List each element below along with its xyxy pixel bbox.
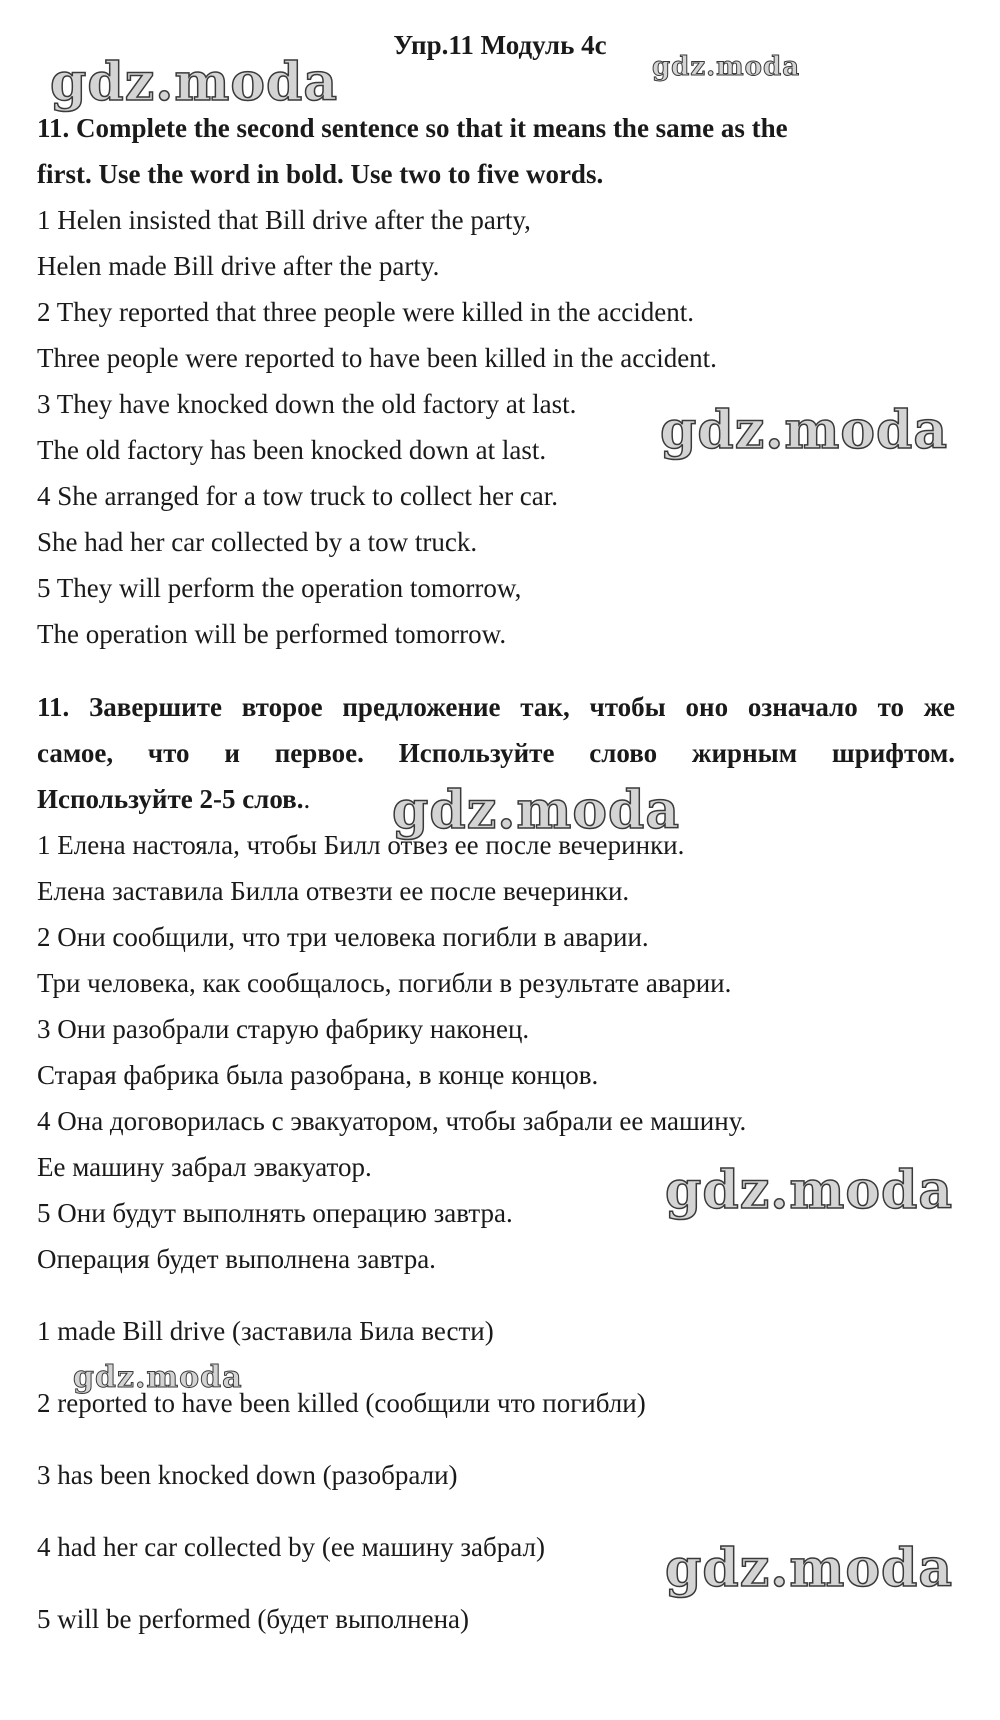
english-line-4: Three people were reported to have been killed in the accident. [37, 343, 717, 373]
russian-line-9: 5 Они будут выполнять операцию завтра. [37, 1198, 513, 1228]
answer-3: 3 has been knocked down (разобрали) [37, 1460, 458, 1490]
russian-task-line-3-text: Используйте 2-5 слов. [37, 784, 304, 814]
english-line-7: 4 She arranged for a tow truck to collect her car. [37, 481, 559, 511]
watermark-logo: gdz.moda [660, 400, 949, 461]
russian-line-5: 3 Они разобрали старую фабрику наконец. [37, 1014, 530, 1044]
english-line-3: 2 They reported that three people were killed in the accident. [37, 297, 694, 327]
english-line-5: 3 They have knocked down the old factory at last. [37, 389, 577, 419]
page-title: Упр.11 Модуль 4с [393, 30, 607, 60]
russian-line-6: Старая фабрика была разобрана, в конце концов. [37, 1060, 599, 1090]
russian-line-1: 1 Елена настояла, чтобы Билл отвез ее после вечеринки. [37, 830, 685, 860]
watermark-logo: gdz.moda [50, 52, 339, 113]
watermark-logo: gdz.moda [392, 780, 681, 841]
answer-5: 5 will be performed (будет выполнена) [37, 1604, 470, 1634]
watermark-logo: gdz.moda [73, 1360, 243, 1395]
english-task-line-1: 11. Complete the second sentence so that it means the same as the [37, 113, 788, 143]
russian-line-7: 4 Она договорилась с эвакуатором, чтобы забрали ее машину. [37, 1106, 747, 1136]
russian-task-line-2: самое, что и первое. Используйте слово жирным шрифтом. [37, 738, 955, 768]
russian-line-4: Три человека, как сообщалось, погибли в результате аварии. [37, 968, 732, 998]
watermark-logo: gdz.moda [652, 52, 801, 82]
watermark-logo: gdz.moda [665, 1538, 954, 1599]
russian-task-line-1: 11. Завершите второе предложение так, чтобы оно означало то же [37, 692, 955, 722]
russian-line-10: Операция будет выполнена завтра. [37, 1244, 436, 1274]
answer-4: 4 had her car collected by (ее машину забрал) [37, 1532, 545, 1562]
english-task-line-2: first. Use the word in bold. Use two to five words. [37, 159, 604, 189]
russian-line-2: Елена заставила Билла отвезти ее после вечеринки. [37, 876, 630, 906]
english-line-2: Helen made Bill drive after the party. [37, 251, 440, 281]
english-line-6: The old factory has been knocked down at last. [37, 435, 547, 465]
answer-1: 1 made Bill drive (заставила Била вести) [37, 1316, 494, 1346]
russian-line-8: Ее машину забрал эвакуатор. [37, 1152, 372, 1182]
english-line-8: She had her car collected by a tow truck. [37, 527, 478, 557]
english-line-10: The operation will be performed tomorrow. [37, 619, 507, 649]
watermark-logo: gdz.moda [665, 1160, 954, 1221]
russian-task-line-3-tail: . [303, 784, 311, 814]
english-line-1: 1 Helen insisted that Bill drive after the party, [37, 205, 531, 235]
english-line-9: 5 They will perform the operation tomorrow, [37, 573, 522, 603]
answer-2: 2 reported to have been killed (сообщили что погибли) [37, 1388, 646, 1418]
russian-task-line-3 [37, 784, 310, 815]
russian-line-3: 2 Они сообщили, что три человека погибли в аварии. [37, 922, 649, 952]
